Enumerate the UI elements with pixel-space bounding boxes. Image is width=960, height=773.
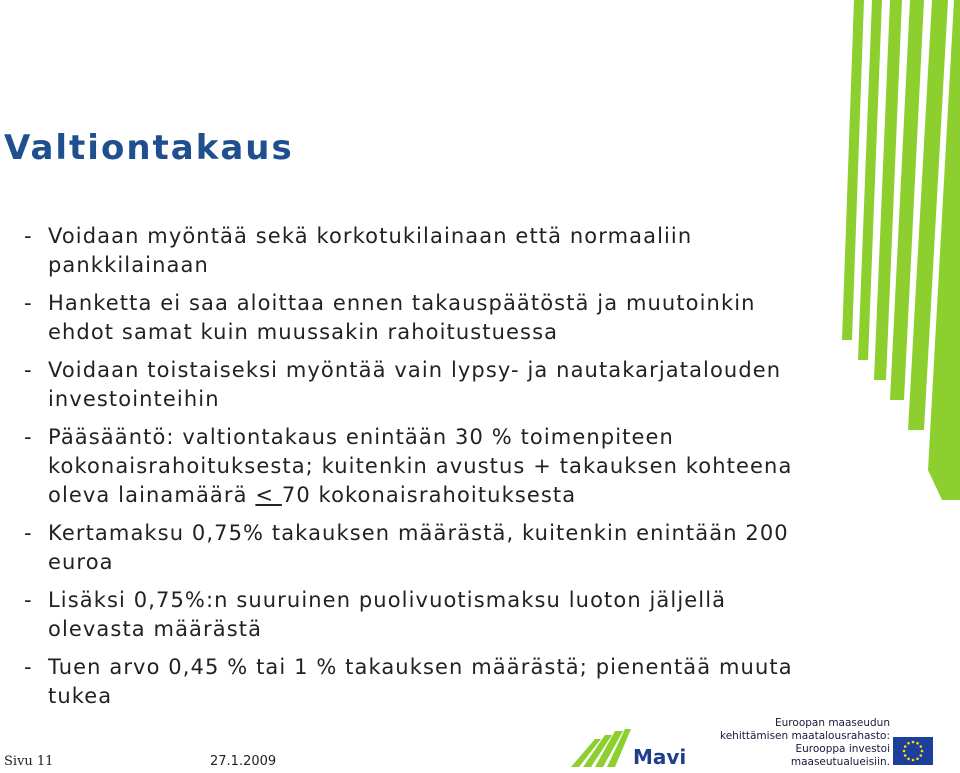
page-number: Sivu 11 — [4, 754, 54, 769]
eu-star — [919, 754, 922, 757]
eu-star — [907, 757, 910, 760]
eu-fund-line: kehittämisen maatalousrahasto: — [720, 730, 890, 742]
eu-fund-line: Eurooppa investoi maaseutualueisiin. — [790, 743, 890, 768]
bullet-dash: - — [24, 224, 33, 248]
bullet-list — [24, 222, 814, 720]
bullet-text: Voidaan toistaiseksi myöntää vain lypsy- ja nautakarjatalouden investointeihin — [48, 358, 782, 411]
bullet-dash: - — [24, 425, 33, 449]
mavi-logo-text: Mavi — [633, 745, 687, 769]
eu-star — [919, 745, 922, 748]
eu-star — [907, 742, 910, 745]
bullet-dash: - — [24, 521, 33, 545]
bullet-dash: - — [24, 358, 33, 382]
bullet-text: Tuen arvo 0,45 % tai 1 % takauksen määrästä; pienentää muuta tukea — [48, 655, 793, 708]
bullet-item — [24, 222, 814, 280]
eu-star — [916, 742, 919, 745]
less-or-equal-sign: < — [255, 483, 282, 507]
eu-star — [903, 750, 906, 753]
green-stripes-decoration — [820, 0, 960, 500]
bullet-text: Kertamaksu 0,75% takauksen määrästä, kuitenkin enintään 200 euroa — [48, 521, 789, 574]
eu-flag-icon — [893, 737, 933, 765]
bullet-text-end: 70 kokonaisrahoituksesta — [281, 483, 577, 507]
footer-date: 27.1.2009 — [210, 754, 277, 769]
eu-star — [904, 745, 907, 748]
bullet-dash: - — [24, 655, 33, 679]
eu-star — [921, 750, 924, 753]
bullet-item — [24, 519, 814, 577]
slide-title: Valtiontakaus — [4, 128, 294, 168]
bullet-item — [24, 289, 814, 347]
bullet-text: Hanketta ei saa aloittaa ennen takauspäätöstä ja muutoinkin ehdot samat kuin muussakin rahoitustuessa — [48, 291, 756, 344]
bullet-item — [24, 356, 814, 414]
eu-star — [904, 754, 907, 757]
bullet-item — [24, 653, 814, 711]
eu-fund-line: Euroopan maaseudun — [775, 717, 890, 729]
bullet-text: Pääsääntö: valtiontakaus enintään 30 % toimenpiteen kokonaisrahoituksesta; kuitenkin avustus + takauksen kohteena oleva lainamäärä — [48, 425, 793, 507]
bullet-item — [24, 586, 814, 644]
eu-star — [916, 757, 919, 760]
bullet-dash: - — [24, 291, 33, 315]
bullet-text: Voidaan myöntää sekä korkotukilainaan että normaaliin pankkilainaan — [48, 224, 693, 277]
eu-star — [912, 759, 915, 762]
bullet-text: Lisäksi 0,75%:n suuruinen puolivuotismaksu luoton jäljellä olevasta määrästä — [48, 588, 727, 641]
eu-star — [912, 741, 915, 744]
eu-fund-text — [694, 717, 890, 769]
bullet-dash: - — [24, 588, 33, 612]
bullet-item — [24, 423, 814, 510]
